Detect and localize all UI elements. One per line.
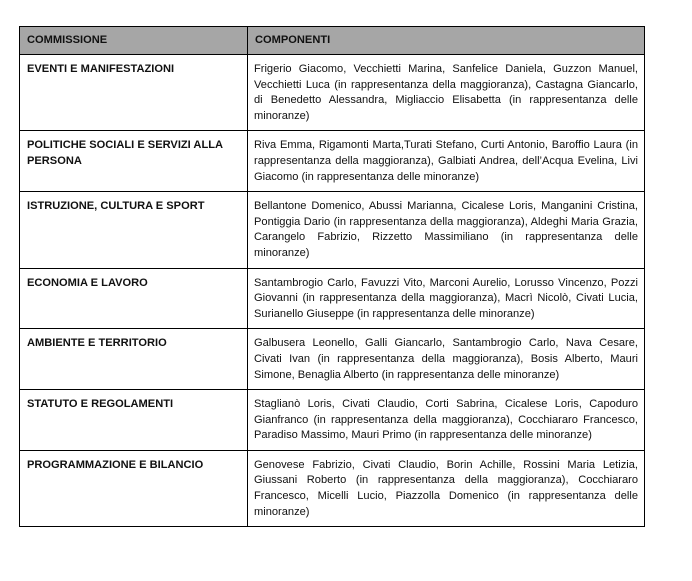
header-commissione: COMMISSIONE	[20, 27, 248, 55]
commission-members: Genovese Fabrizio, Civati Claudio, Borin Achille, Rossini Maria Letizia, Giussani Roberto (in rappresentanza della maggioranza), Cocchiararo Francesco, Micelli Lucio, Piazzolla Domenico (in rappresentanza delle minoranze)	[248, 450, 645, 526]
table-row	[20, 131, 645, 192]
table-row	[20, 192, 645, 268]
table-row	[20, 450, 645, 526]
commission-name: PROGRAMMAZIONE E BILANCIO	[20, 450, 248, 526]
table-row	[20, 268, 645, 329]
commission-name: ECONOMIA E LAVORO	[20, 268, 248, 329]
header-row	[20, 27, 645, 55]
commission-members: Staglianò Loris, Civati Claudio, Corti Sabrina, Cicalese Loris, Capoduro Gianfranco (in rappresentanza della maggioranza), Cocchiararo Francesco, Paradiso Massimo, Mauri Primo (in rappresentanza delle minoranze)	[248, 390, 645, 451]
commission-name: POLITICHE SOCIALI E SERVIZI ALLA PERSONA	[20, 131, 248, 192]
table-row	[20, 390, 645, 451]
commission-name: AMBIENTE E TERRITORIO	[20, 329, 248, 390]
commission-members: Riva Emma, Rigamonti Marta,Turati Stefano, Curti Antonio, Baroffio Laura (in rappresentanza della maggioranza), Galbiati Andrea, dell’Acqua Evelina, Livi Giacomo (in rappresentanza delle minoranze)	[248, 131, 645, 192]
header-componenti: COMPONENTI	[248, 27, 645, 55]
commission-members: Santambrogio Carlo, Favuzzi Vito, Marconi Aurelio, Lorusso Vincenzo, Pozzi Giovanni (in rappresentanza della maggioranza), Macrì Nicolò, Civati Lucia, Surianello Giuseppe (in rappresentanza delle minoranze)	[248, 268, 645, 329]
commission-members: Bellantone Domenico, Abussi Marianna, Cicalese Loris, Manganini Cristina, Pontiggia Dario (in rappresentanza della maggioranza), Aldeghi Maria Grazia, Carangelo Fabrizio, Rizzetto Massimiliano (in rappresentanza delle minoranze)	[248, 192, 645, 268]
commission-name: STATUTO E REGOLAMENTI	[20, 390, 248, 451]
commission-members: Frigerio Giacomo, Vecchietti Marina, Sanfelice Daniela, Guzzon Manuel, Vecchietti Luca (in rappresentanza della maggioranza), Castagna Giancarlo, di Benedetto Alessandra, Migliaccio Elisabetta (in rappresentanza delle minoranze)	[248, 55, 645, 131]
commission-name: ISTRUZIONE, CULTURA E SPORT	[20, 192, 248, 268]
table-body	[20, 55, 645, 527]
table-row	[20, 329, 645, 390]
commission-name: EVENTI E MANIFESTAZIONI	[20, 55, 248, 131]
commission-members: Galbusera Leonello, Galli Giancarlo, Santambrogio Carlo, Nava Cesare, Civati Ivan (in rappresentanza della maggioranza), Bosis Alberto, Mauri Simone, Benaglia Alberto (in rappresentanza delle minoranze)	[248, 329, 645, 390]
commissions-table	[19, 26, 645, 527]
table-row	[20, 55, 645, 131]
table-header	[20, 27, 645, 55]
